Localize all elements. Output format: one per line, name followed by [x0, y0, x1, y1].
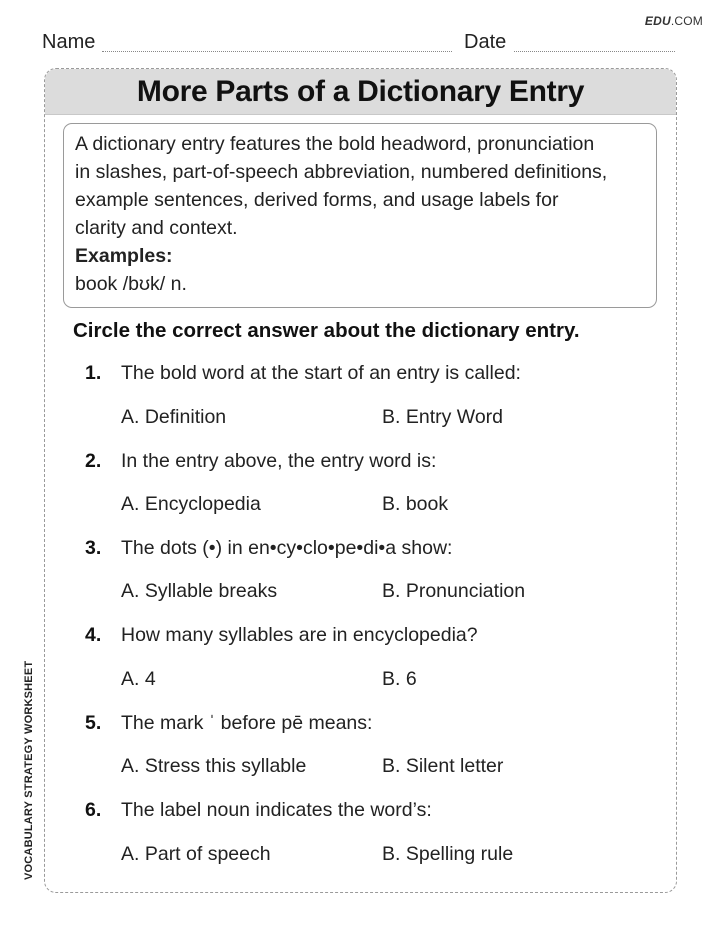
brand-name: EDU	[644, 14, 671, 28]
instructions: Circle the correct answer about the dictionary entry.	[73, 319, 580, 342]
option-b[interactable]: B. Spelling rule	[382, 843, 514, 865]
question-number: 2.	[85, 450, 102, 472]
date-field[interactable]	[464, 31, 675, 54]
question-text: How many syllables are in encyclopedia?	[121, 624, 478, 646]
question-text: The bold word at the start of an entry is called:	[121, 362, 521, 384]
info-line: clarity and context.	[75, 217, 238, 239]
example-text: book /bʊk/ n.	[75, 273, 187, 295]
info-line: A dictionary entry features the bold headword, pronunciation	[75, 133, 595, 155]
option-b[interactable]: B. book	[382, 493, 449, 515]
question-number: 4.	[85, 624, 102, 646]
option-b[interactable]: B. Pronunciation	[382, 580, 526, 602]
side-label: VOCABULARY STRATEGY WORKSHEET	[23, 660, 35, 880]
question-text: The label noun indicates the word’s:	[121, 799, 432, 821]
brand-suffix: .COM	[670, 14, 703, 28]
name-line	[102, 51, 452, 52]
question-number: 6.	[85, 799, 102, 821]
info-line: in slashes, part-of-speech abbreviation, numbered definitions,	[75, 161, 608, 183]
brand-logo	[645, 14, 703, 28]
question-number: 1.	[85, 362, 102, 384]
question-number: 5.	[85, 712, 102, 734]
title-bar	[45, 69, 676, 115]
examples-title: Examples:	[75, 245, 173, 267]
option-a[interactable]: A. Stress this syllable	[121, 755, 307, 777]
option-a[interactable]: A. Definition	[121, 406, 227, 428]
option-a[interactable]: A. 4	[121, 668, 156, 690]
question-text: In the entry above, the entry word is:	[121, 450, 437, 472]
page-title: More Parts of a Dictionary Entry	[136, 74, 585, 108]
name-date-row	[42, 31, 675, 55]
info-line: example sentences, derived forms, and usage labels for	[75, 189, 559, 211]
date-label: Date	[464, 31, 507, 53]
date-line	[514, 51, 675, 52]
name-label: Name	[42, 31, 96, 53]
worksheet-card	[44, 68, 677, 893]
option-a[interactable]: A. Syllable breaks	[121, 580, 278, 602]
info-box	[63, 123, 657, 308]
question-text: The dots (•) in en•cy•clo•pe•di•a show:	[121, 537, 453, 559]
question-number: 3.	[85, 537, 102, 559]
name-field[interactable]	[42, 31, 452, 54]
option-a[interactable]: A. Part of speech	[121, 843, 271, 865]
question-text: The mark ˈ before pē means:	[121, 712, 373, 734]
option-a[interactable]: A. Encyclopedia	[121, 493, 261, 515]
option-b[interactable]: B. 6	[382, 668, 417, 690]
option-b[interactable]: B. Silent letter	[382, 755, 504, 777]
option-b[interactable]: B. Entry Word	[382, 406, 504, 428]
